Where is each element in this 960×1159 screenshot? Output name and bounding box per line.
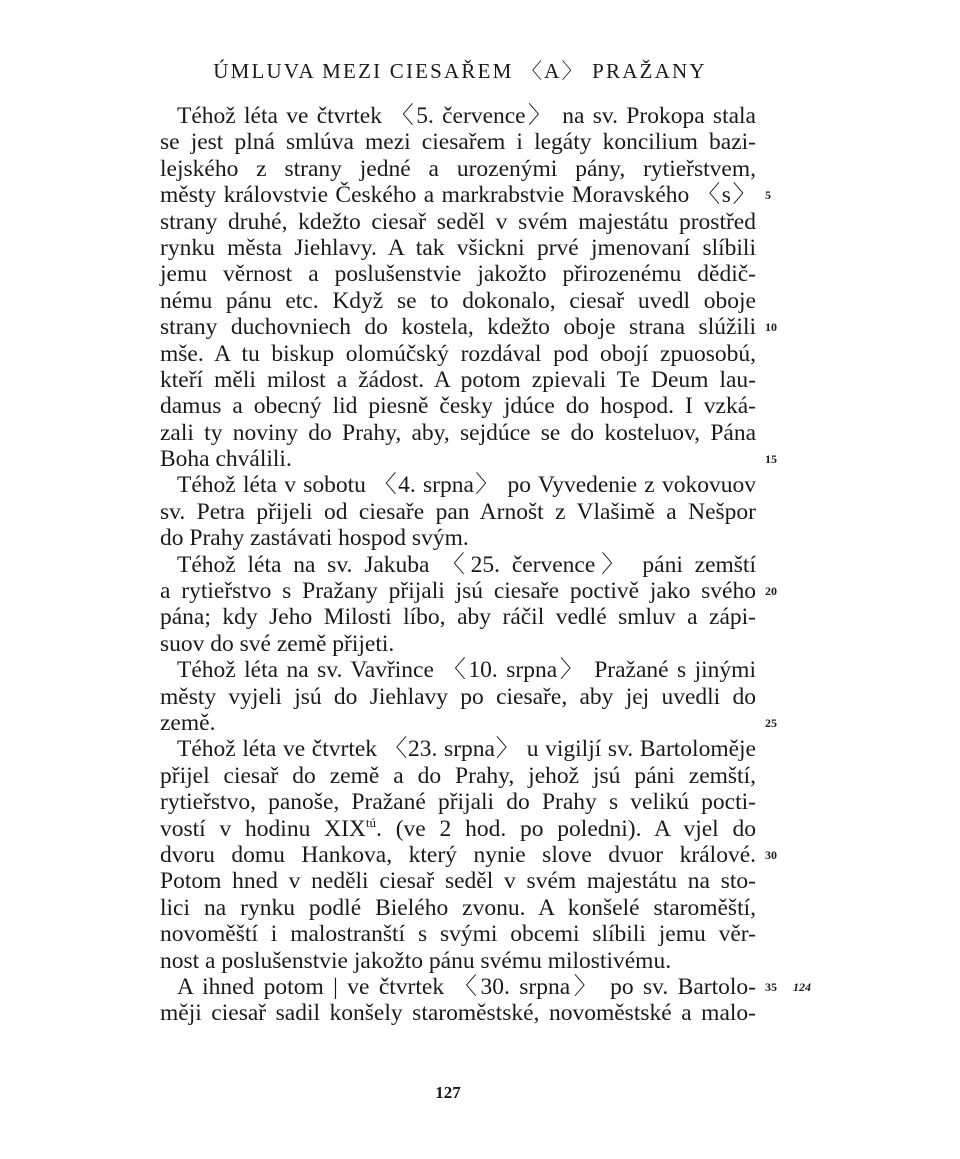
text-line: se jest plná smlúva mezi ciesařem i legáty koncilium bazi- xyxy=(160,129,756,156)
text-line: pána; kdy Jeho Milosti líbo, aby ráčil vedlé smluv a zápi- xyxy=(160,604,756,631)
text-line: městy vyjeli jsú do Jiehlavy po ciesaře, aby jej uvedli do xyxy=(160,683,756,710)
line-number: 5 xyxy=(765,188,771,203)
page-number: 127 xyxy=(435,1083,461,1102)
text-line: nost a poslušenstvie jakožto pánu svému milostivému. xyxy=(160,947,672,974)
text-line: rynku města Jiehlavy. A tak všickni prvé jmenovaní slíbili xyxy=(160,234,756,261)
text-line: kteří měli milost a žádost. A potom zpievali Te Deum lau- xyxy=(160,366,756,393)
text-line: strany druhé, kdežto ciesař seděl v svém majestátu prostřed xyxy=(160,208,756,235)
line-number: 30 xyxy=(765,848,777,863)
text-line: zali ty noviny do Prahy, aby, sejdúce se do kosteluov, Pána xyxy=(160,419,756,446)
line-number: 15 xyxy=(765,452,777,467)
text-line: Téhož léta ve čtvrtek 〈5. července〉 na sv. Prokopa stala xyxy=(177,103,756,129)
text-line: Téhož léta ve čtvrtek 〈23. srpna〉 u vigiljí sv. Bartoloměje xyxy=(177,736,756,763)
text-line: Téhož léta v sobotu 〈4. srpna〉 po Vyvedenie z vokovuov xyxy=(177,472,756,499)
text-line: do Prahy zastávati hospod svým. xyxy=(160,525,469,552)
text-line: lejského z strany jedné a urozenými pány, rytieřstvem, xyxy=(160,155,756,182)
text-line: rytieřstvo, panoše, Pražané přijali do Prahy s velikú pocti- xyxy=(160,789,756,816)
line-number: 10 xyxy=(765,320,777,335)
running-header: ÚMLUVA MEZI CIESAŘEM 〈A〉 PRAŽANY xyxy=(213,59,707,83)
text-line: vostí v hodinu $XIX^{tú}$. (ve 2 hod. po poledni). A vjel do xyxy=(160,814,757,842)
text-line: sv. Petra přijeli od ciesaře pan Arnošt z Vlašimě a Nešpor xyxy=(160,498,756,525)
text-line: přijel ciesař do země a do Prahy, jehož jsú páni zemští, xyxy=(160,762,756,789)
text-line: mše. A tu biskup olomúčský rozdával pod obojí zpuosobú, xyxy=(160,340,756,367)
line-number: 25 xyxy=(765,716,777,731)
text-line: damus a obecný lid piesně česky jdúce do hospod. I vzká- xyxy=(160,393,756,420)
text-line: Potom hned v neděli ciesař seděl v svém majestátu na sto- xyxy=(160,868,756,895)
text-line: dvoru domu Hankova, který nynie slove dvuor králové. xyxy=(160,841,756,868)
text-line: a rytieřstvo s Pražany přijali jsú ciesaře poctivě jako svého xyxy=(160,578,756,605)
line-number: 20 xyxy=(765,584,777,599)
manuscript-folio-marker: 124 xyxy=(793,980,811,995)
text-line: měji ciesař sadil konšely staroměstské, novoměstské a malo- xyxy=(160,1000,756,1027)
text-line: Boha chválili. xyxy=(160,446,292,473)
text-line: země. xyxy=(160,709,216,736)
body-text xyxy=(160,103,756,1027)
text-line: jemu věrnost a poslušenstvie jakožto přirozenému dědič- xyxy=(160,261,756,288)
text-line: suov do své země přijeti. xyxy=(160,630,395,657)
text-line: Téhož léta na sv. Jakuba 〈25. července〉 páni zemští xyxy=(177,551,756,578)
text-line: nému pánu etc. Když se to dokonalo, ciesař uvedl oboje xyxy=(160,287,756,314)
text-line: Téhož léta na sv. Vavřince 〈10. srpna〉 Pražané s jinými xyxy=(177,657,756,684)
text-line: novoměští i malostranští s svými obcemi slíbili jemu věr- xyxy=(160,921,756,948)
text-line: městy královstvie Českého a markrabstvie Moravského 〈s〉 xyxy=(160,182,756,209)
text-line: lici na rynku podlé Bielého zvonu. A konšelé staroměští, xyxy=(160,894,756,921)
text-line: A ihned potom | ve čtvrtek 〈30. srpna〉 po sv. Bartolo- xyxy=(177,973,756,1000)
text-line: strany duchovniech do kostela, kdežto oboje strana slúžili xyxy=(160,314,756,341)
line-number: 35 xyxy=(765,980,777,995)
